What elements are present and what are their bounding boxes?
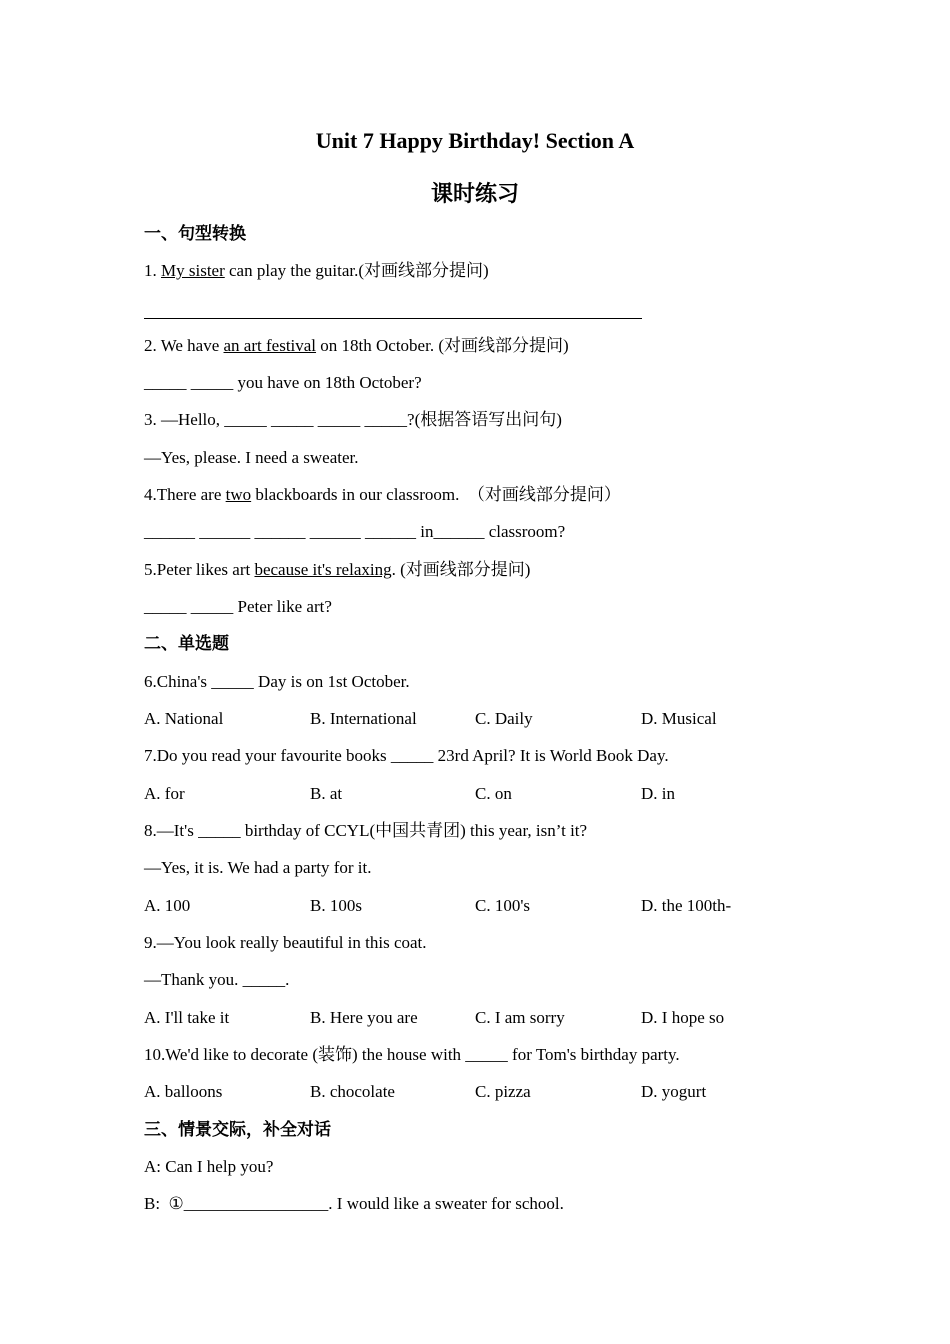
question-1: 1. My sister can play the guitar.(对画线部分提问) <box>144 261 489 280</box>
question-10: 10.We'd like to decorate (装饰) the house with _____ for Tom's birthday party. <box>144 1045 680 1064</box>
section1-heading: 一、句型转换 <box>144 224 246 244</box>
underlined-phrase: two <box>225 485 252 504</box>
dialogue-line-b: B: ①_________________. I would like a sweater for school. <box>144 1194 564 1213</box>
answer-line <box>144 318 642 319</box>
question-2: 2. We have an art festival on 18th October. (对画线部分提问) <box>144 336 569 355</box>
option-c: C. I am sorry <box>475 1008 565 1027</box>
question-9-reply: —Thank you. _____. <box>144 970 290 989</box>
option-a: A. I'll take it <box>144 1008 230 1027</box>
question-8-reply: —Yes, it is. We had a party for it. <box>144 858 372 877</box>
underlined-phrase: because it's relaxing <box>254 560 392 579</box>
option-a: A. balloons <box>144 1082 223 1101</box>
option-c: C. Daily <box>475 709 533 728</box>
option-a: A. 100 <box>144 896 191 915</box>
question-3: 3. —Hello, _____ _____ _____ _____?(根据答语写出问句) <box>144 410 562 429</box>
option-b: B. Here you are <box>310 1008 418 1027</box>
option-b: B. International <box>310 709 417 728</box>
question-2-answer: _____ _____ you have on 18th October? <box>144 373 422 392</box>
option-d: D. in <box>641 784 675 803</box>
option-d: D. the 100th- <box>641 896 732 915</box>
dialogue-line-a: A: Can I help you? <box>144 1157 274 1176</box>
section3-heading: 三、情景交际，补全对话 <box>144 1120 331 1140</box>
question-5-answer: _____ _____ Peter like art? <box>144 597 332 616</box>
option-b: B. 100s <box>310 896 362 915</box>
option-b: B. chocolate <box>310 1082 395 1101</box>
question-4: 4.There are two blackboards in our classroom. （对画线部分提问） <box>144 485 621 504</box>
question-6: 6.China's _____ Day is on 1st October. <box>144 672 410 691</box>
question-8: 8.—It's _____ birthday of CCYL(中国共青团) this year, isn’t it? <box>144 821 588 840</box>
question-4-answer: ______ ______ ______ ______ ______ in______ classroom? <box>144 522 566 541</box>
option-a: A. for <box>144 784 185 803</box>
worksheet-title: Unit 7 Happy Birthday! Section A <box>315 128 635 153</box>
option-a: A. National <box>144 709 224 728</box>
option-c: C. 100's <box>475 896 531 915</box>
question-7: 7.Do you read your favourite books _____ 23rd April? It is World Book Day. <box>144 746 669 765</box>
option-d: D. I hope so <box>641 1008 725 1027</box>
section2-heading: 二、单选题 <box>144 634 229 654</box>
option-b: B. at <box>310 784 343 803</box>
question-3-reply: —Yes, please. I need a sweater. <box>144 448 359 467</box>
worksheet-subtitle: 课时练习 <box>430 181 519 206</box>
question-9: 9.—You look really beautiful in this coat. <box>144 933 427 952</box>
question-5: 5.Peter likes art because it's relaxing. (对画线部分提问) <box>144 560 531 579</box>
option-d: D. Musical <box>641 709 717 728</box>
option-c: C. on <box>475 784 512 803</box>
option-d: D. yogurt <box>641 1082 707 1101</box>
underlined-phrase: an art festival <box>223 336 317 355</box>
option-c: C. pizza <box>475 1082 531 1101</box>
underlined-phrase: My sister <box>161 261 225 280</box>
